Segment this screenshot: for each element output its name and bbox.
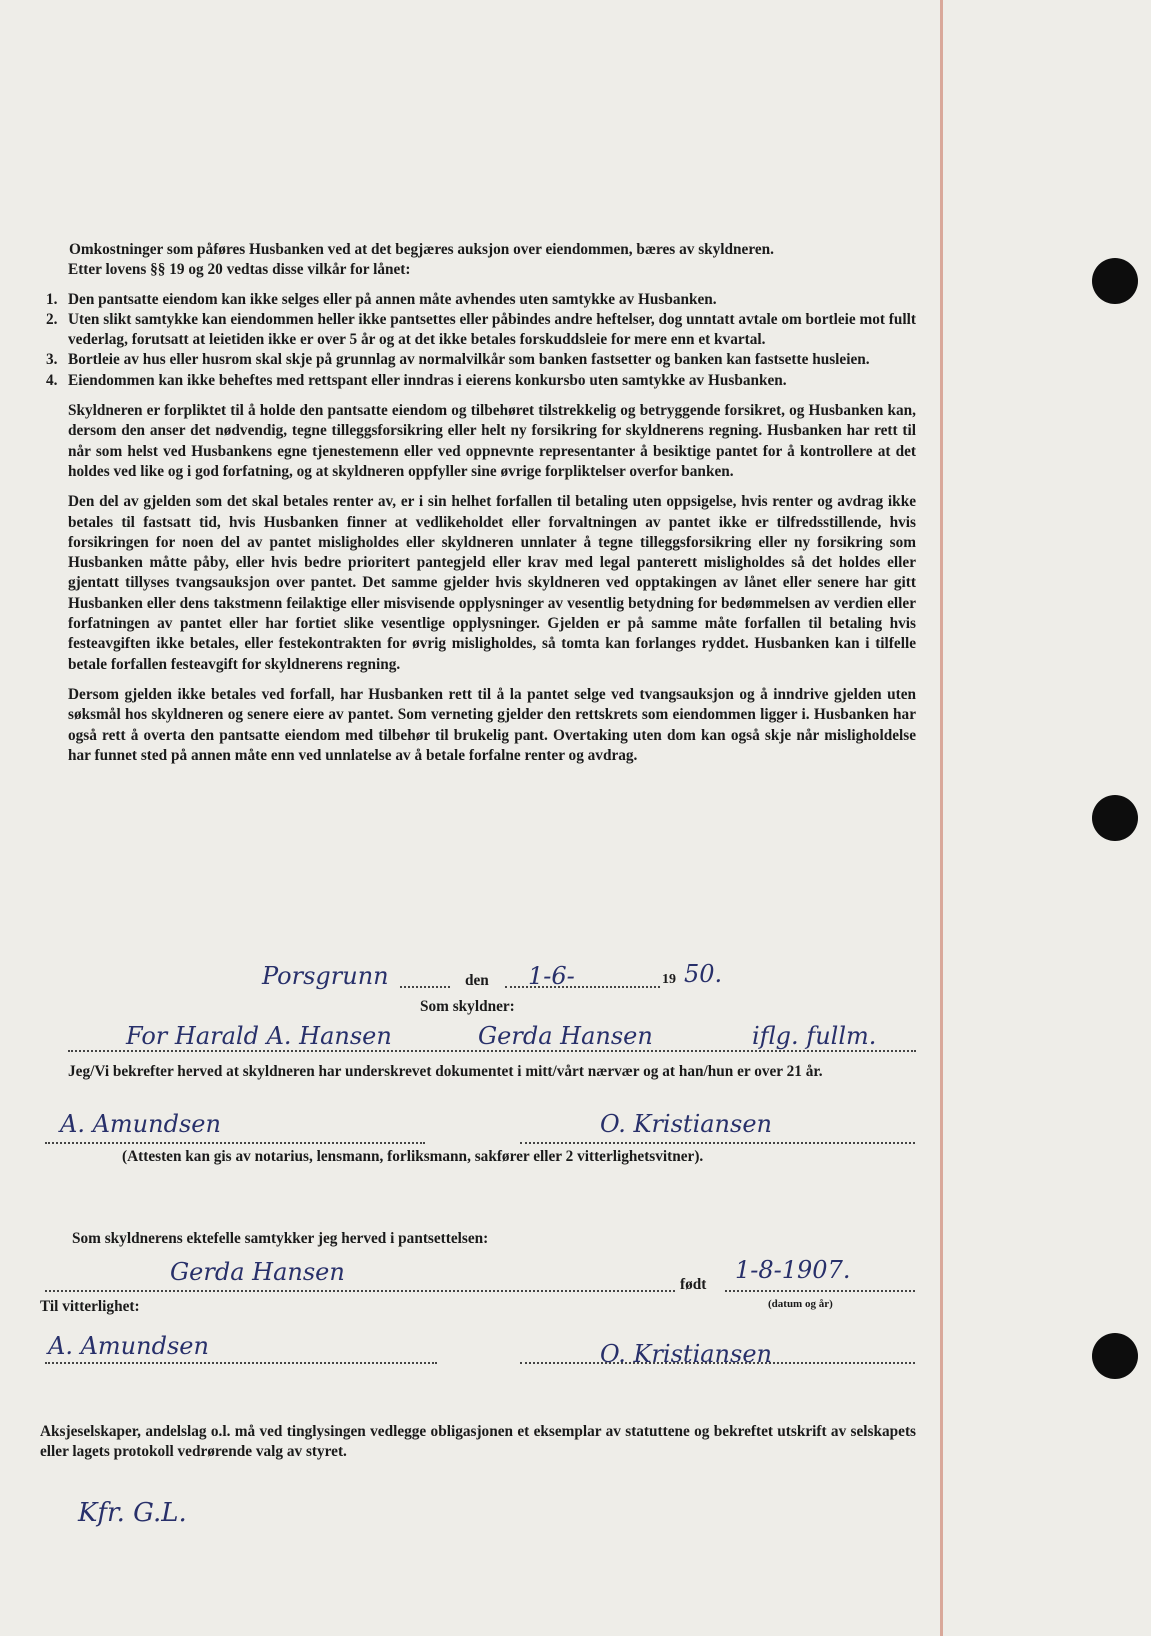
paragraph-conditions-intro: Etter lovens §§ 19 og 20 vedtas disse vilkår for lånet: xyxy=(68,261,411,279)
born-date-handwriting: 1-8-1907. xyxy=(735,1256,851,1284)
paragraph-default: Den del av gjelden som det skal betales renter av, er i sin helhet forfallen til betaling uten oppsigelse, hvis renter og avdrag ikke betales til fastsatt tid, hvis Husbanken finner at vedlikeholdet eller forvaltningen av pantet ikke er tilfredsstillende, hvis forsikringen for noen del av pantet misligholdes eller skyldneren unnlater å tegne tilleggsforsikring eller ny forsikring som Husbanken måtte påby, eller hvis bedre prioritert pantegjeld eller krav med legal panterett misligholdes så det holdes eller gjentatt tillyses tvangsauksjon over pantet. Det samme gjelder hvis skyldneren ved opptakingen av lånet eller senere har gitt Husbanken eller dens takstmenn feilaktige eller misvisende opplysninger av vesentlig betydning for bedømmelsen av verdien eller forfatningen av pantet eller har fortiet slike vesentlige opplysninger. Gjelden er på samme måte forfallen til betaling hvis festeavgiften ikke betales, eller festekontrakten for øvrig misligholdes, så tomta kan forlanges ryddet. Husbanken kan i tilfelle betale forfallen festeavgift for skyldnerens regning. xyxy=(68,493,916,673)
year-handwriting: 50. xyxy=(684,960,723,988)
punch-hole xyxy=(1092,1333,1138,1379)
condition-text: Eiendommen kan ikke beheftes med rettspant eller inndras i eierens konkursbo uten samtykke av Husbanken. xyxy=(68,371,787,389)
paragraph-enforcement: Dersom gjelden ikke betales ved forfall, har Husbanken rett til å la pantet selge ved tvangsauksjon og å inndrive gjelden uten søksmål hos skyldneren og senere eiere av pantet. Som verneting gjelder den rettskrets som eiendommen ligger i. Husbanken har også rett å overta den pantsatte eiendom med tilbehør til brukelig pant. Overtaking uten dom kan også skje når misligholdelse har funnet sted på annen måte enn ved unnlatelse av å betale forfalne renter og avdrag. xyxy=(68,685,916,764)
debtor-signature: Gerda Hansen xyxy=(478,1022,653,1050)
dotted-line xyxy=(45,1290,675,1292)
attestation-text: Jeg/Vi bekrefter herved at skyldneren har underskrevet dokumentet i mitt/vårt nærvær og at han/hun er over 21 år. xyxy=(68,1063,823,1080)
condition-number: 1. xyxy=(46,290,58,308)
dotted-line xyxy=(68,1050,916,1052)
footer-note: Aksjeselskaper, andelslag o.l. må ved tinglysingen vedlegge obligasjonen et eksemplar av statuttene og bekreftet utskrift av selskapets eller lagets protokoll vedrørende valg av styret. xyxy=(40,1423,916,1461)
debtor-label: Som skyldner: xyxy=(420,998,515,1015)
attestation-note: (Attesten kan gis av notarius, lensmann, forliksmann, sakfører eller 2 vitterlighetsvitner). xyxy=(122,1148,704,1165)
condition-text: Uten slikt samtykke kan eiendommen heller ikke pantsettes eller påbindes andre heftelser, dog unntatt avtale om bortleie mot fullt vederlag, forutsatt at leietiden ikke er over 5 år og at det ikke betales forskuddsleie for mere enn et kvartal. xyxy=(68,310,916,349)
witness-signature: O. Kristiansen xyxy=(600,1110,772,1138)
date-handwriting: 1-6- xyxy=(528,962,575,990)
condition-number: 2. xyxy=(46,310,58,328)
year-prefix: 19 xyxy=(662,972,676,987)
dotted-line xyxy=(520,1362,915,1364)
dotted-line xyxy=(45,1142,425,1144)
spouse-signature: Gerda Hansen xyxy=(170,1258,345,1286)
dotted-line xyxy=(400,986,450,988)
spouse-consent-text: Som skyldnerens ektefelle samtykker jeg herved i pantsettelsen: xyxy=(72,1230,489,1247)
born-label: født xyxy=(680,1276,707,1293)
condition-item xyxy=(46,310,916,351)
debtor-signature: For Harald A. Hansen xyxy=(126,1022,392,1050)
dotted-line xyxy=(725,1290,915,1292)
conditions-list xyxy=(46,290,916,391)
condition-item xyxy=(46,371,916,391)
condition-number: 3. xyxy=(46,351,58,369)
witness-signature: A. Amundsen xyxy=(60,1110,221,1138)
place-handwriting: Porsgrunn xyxy=(262,962,389,990)
power-of-attorney-note: iflg. fullm. xyxy=(752,1022,877,1050)
condition-text: Den pantsatte eiendom kan ikke selges eller på annen måte avhendes uten samtykke av Husbanken. xyxy=(68,290,717,308)
paragraph-costs: Omkostninger som påføres Husbanken ved at det begjæres auksjon over eiendommen, bæres av skyldneren. xyxy=(69,241,774,258)
condition-text: Bortleie av hus eller husrom skal skje på grunnlag av normalvilkår som banken fastsetter og banken kan fastsette husleien. xyxy=(68,351,870,369)
born-note: (datum og år) xyxy=(768,1298,833,1310)
condition-item xyxy=(46,350,916,370)
punch-hole xyxy=(1092,795,1138,841)
witness-label: Til vitterlighet: xyxy=(40,1298,140,1315)
condition-item xyxy=(46,290,916,310)
witness-signature: O. Kristiansen xyxy=(600,1340,772,1368)
punch-hole xyxy=(1092,258,1138,304)
dotted-line xyxy=(520,1142,915,1144)
initials-handwriting: Kfr. G.L. xyxy=(78,1498,187,1528)
den-label: den xyxy=(465,972,489,989)
terms-text xyxy=(46,240,916,766)
witness-signature: A. Amundsen xyxy=(48,1332,209,1360)
paragraph-insurance: Skyldneren er forpliktet til å holde den pantsatte eiendom og tilbehøret tilstrekkelig og betryggende forsikret, og Husbanken kan, dersom den anser det nødvendig, tegne tilleggsforsikring eller helt ny forsikring for skyldnerens regning. Husbanken har rett til når som helst ved Husbankens egne tjenestemenn eller ved oppnevnte representanter å besiktige pantet for å kontrollere at det holdes ved like og i god forfatning, og at skyldneren oppfyller sine øvrige forpliktelser overfor banken. xyxy=(68,402,916,480)
margin-rule xyxy=(940,0,943,1636)
dotted-line xyxy=(45,1362,437,1364)
condition-number: 4. xyxy=(46,371,58,389)
